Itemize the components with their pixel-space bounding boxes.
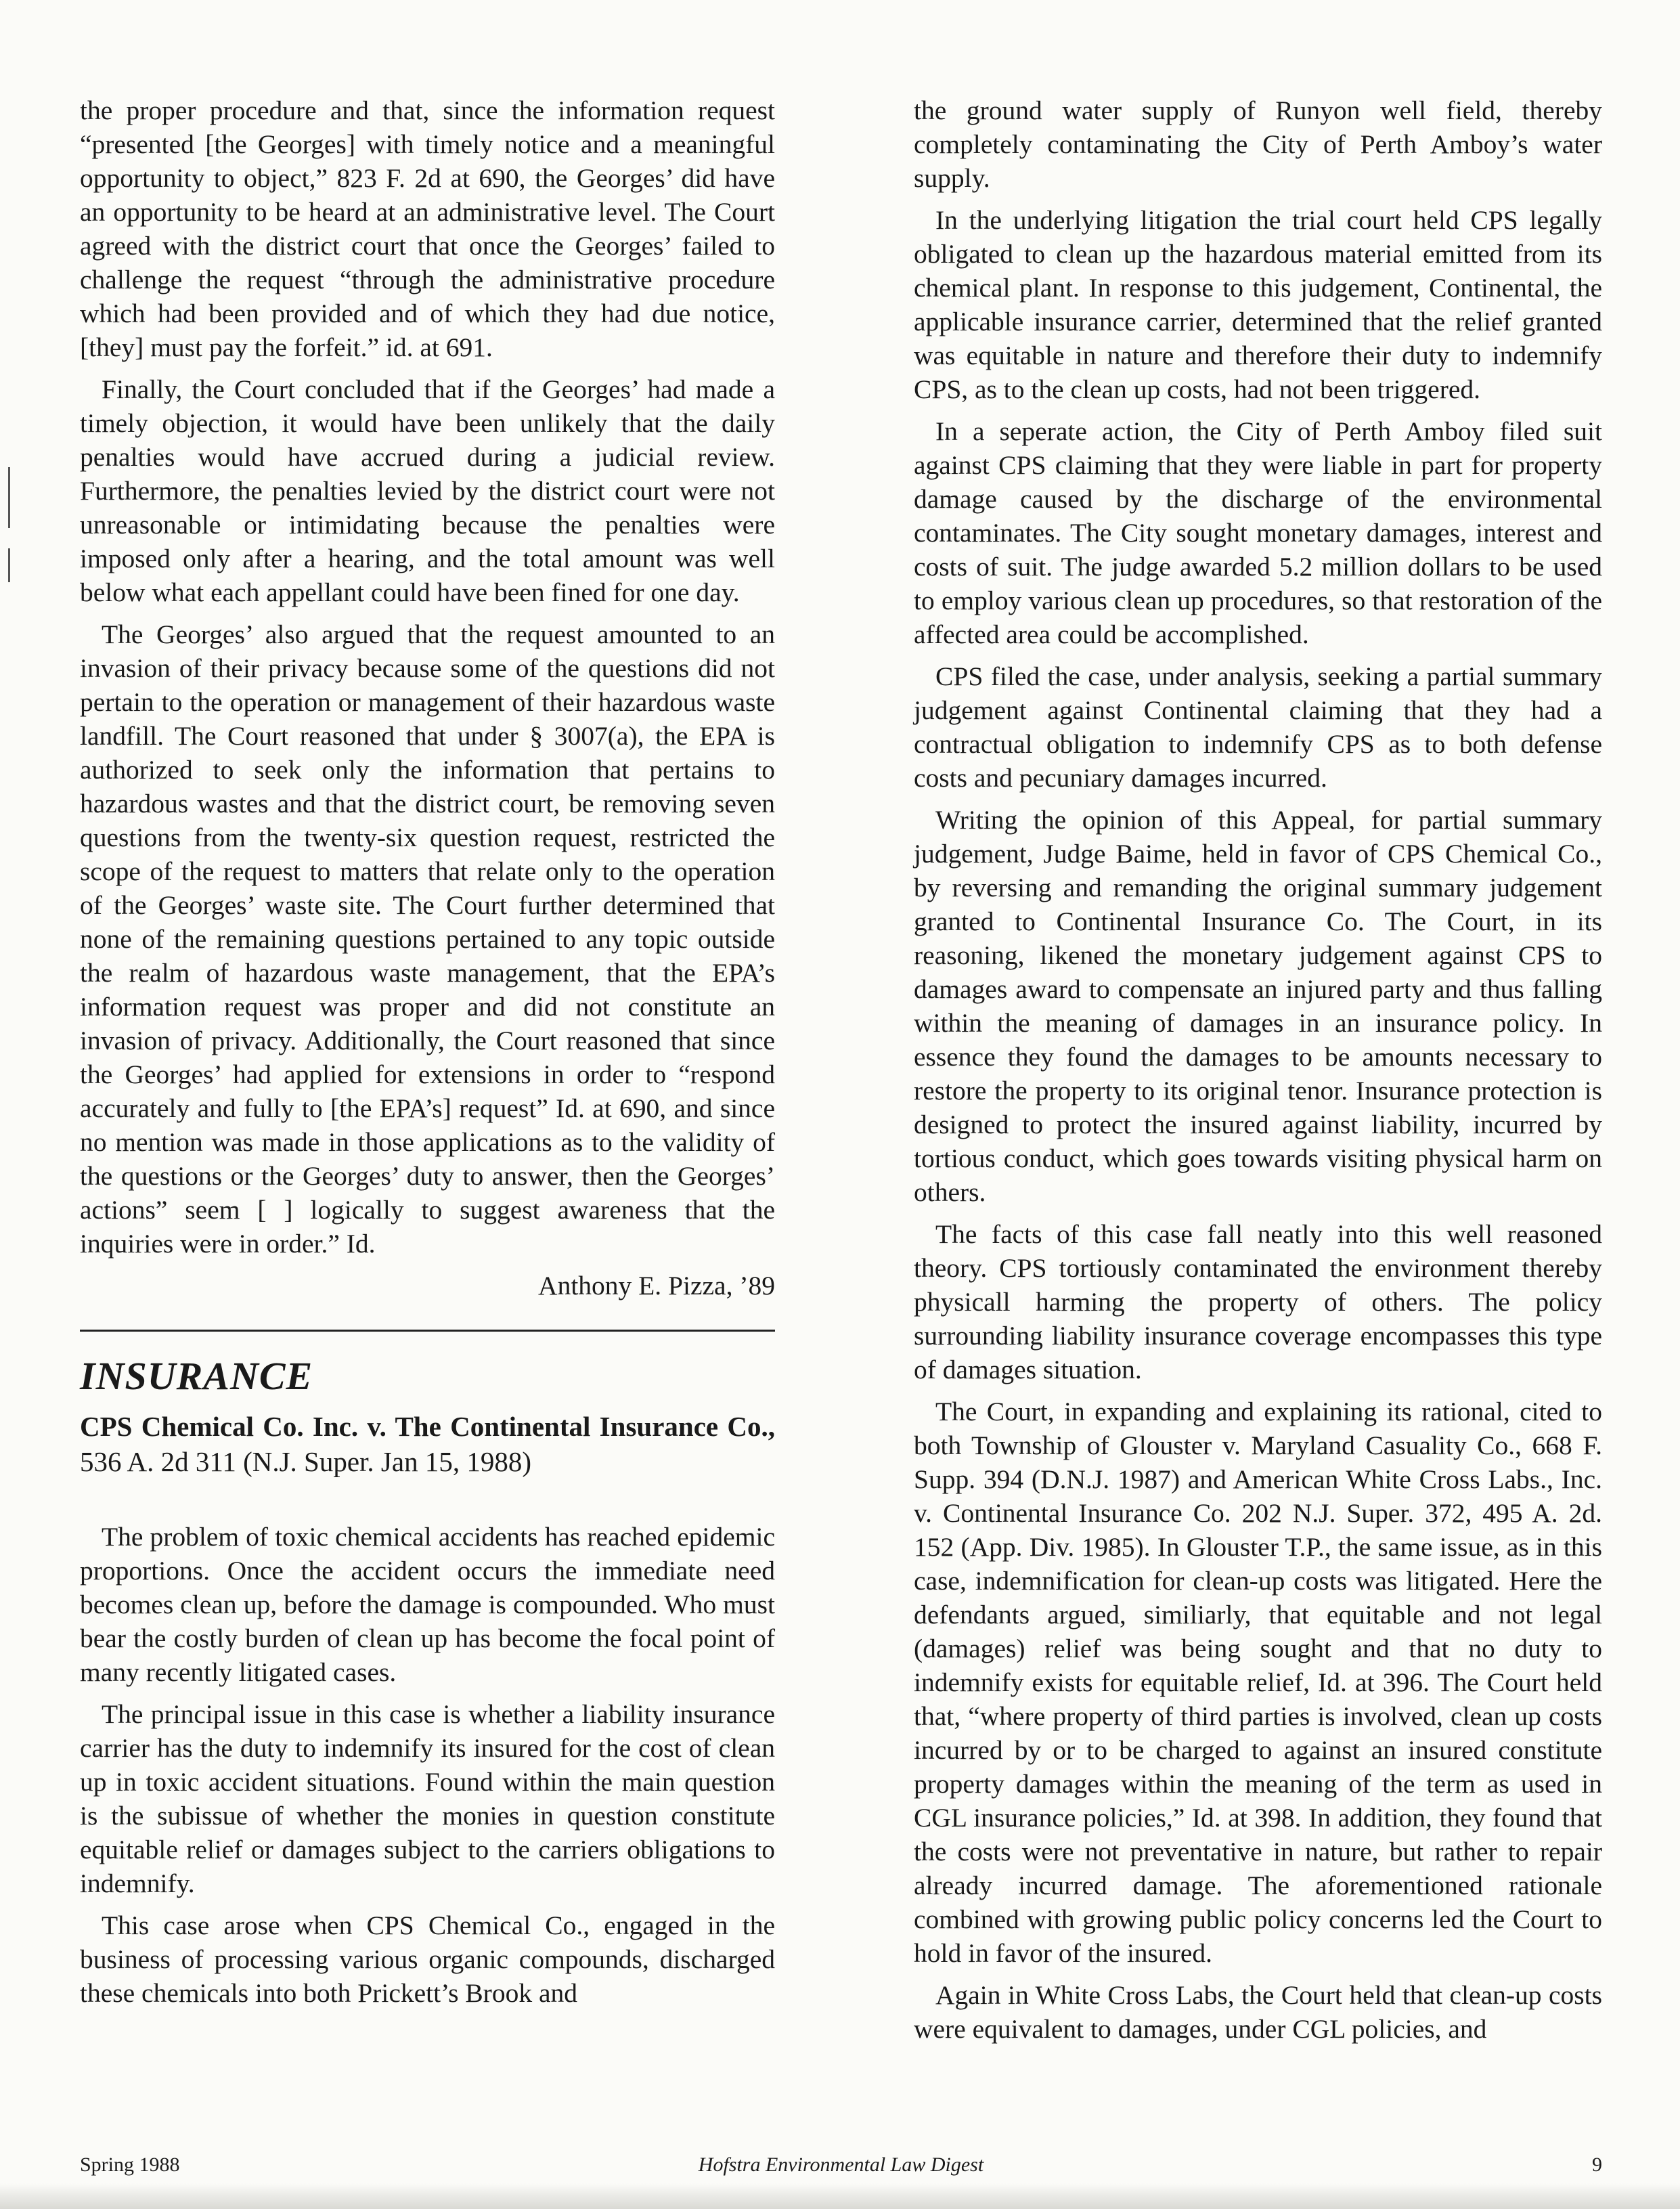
page-edge-mark [8, 467, 10, 528]
footer-issue: Spring 1988 [80, 2153, 180, 2176]
scan-shadow [0, 2183, 1680, 2209]
paragraph: the ground water supply of Runyon well field, thereby completely contaminating the City of Perth Amboy’s water supply. [914, 95, 1602, 193]
section-divider [80, 1330, 775, 1332]
paragraph: The facts of this case fall neatly into this well reasoned theory. CPS tortiously contaminated the environment thereby physicall harming the property of others. The policy surrounding liability insurance coverage encompasses this type of damages situation. [914, 1219, 1602, 1384]
paragraph: The Court, in expanding and explaining its rational, cited to both Township of Glouster v. Maryland Casuality Co., 668 F. Supp. 394 (D.N.J. 1987) and American White Cross Labs., Inc. v. Continental Insurance Co. 202 N.J. Super. 372, 495 A. 2d. 152 (App. Div. 1985). In Glouster T.P., the same issue, as in this case, indemnification for clean-up costs was litigated. Here the defendants argued, similiarly, that equitable and not legal (damages) relief was being sought and that no duty to indemnify exists for equitable relief, Id. at 396. The Court held that, “where property of third parties is involved, clean up costs incurred by or to be charged to against an insured constitute property damages within the meaning of the term as used in CGL insurance policies,” Id. at 398. In addition, they found that the costs were not preventative in nature, but rather to repair already incurred damage. The aforementioned rationale combined with growing public policy concerns led the Court to hold in favor of the insured. [914, 1397, 1602, 1968]
paragraph: In a seperate action, the City of Perth Amboy filed suit against CPS claiming that they were liable in part for property damage caused by the discharge of the environmental contaminates. The City sought monetary damages, interest and costs of suit. The judge awarded 5.2 million dollars to be used to employ various clean up procedures, so that restoration of the affected area could be accomplished. [914, 416, 1602, 649]
paragraph: the proper procedure and that, since the information request “presented [the Georges] with timely notice and a meaningful opportunity to object,” 823 F. 2d at 690, the Georges’ did have an opportunity to be heard at an administrative level. The Court agreed with the district court that once the Georges’ failed to challenge the request “through the administrative procedure which had been provided and of which they had due notice, [they] must pay the forfeit.” id. at 691. [80, 95, 775, 362]
paragraph: CPS filed the case, under analysis, seeking a partial summary judgement against Continental claiming that they had a contractual obligation to indemnify CPS as to both defense costs and pecuniary damages incurred. [914, 661, 1602, 793]
right-column [914, 93, 1602, 2054]
paragraph: The problem of toxic chemical accidents has reached epidemic proportions. Once the accident occurs the immediate need becomes clean up, before the damage is compounded. Who must bear the costly burden of clean up has become the focal point of many recently litigated cases. [80, 1522, 775, 1687]
left-column [80, 93, 775, 2018]
section-heading: INSURANCE [80, 1354, 313, 1398]
paragraph: Again in White Cross Labs, the Court held that clean-up costs were equivalent to damages, under CGL policies, and [914, 1980, 1602, 2044]
page-edge-mark [8, 548, 10, 582]
author-signature: Anthony E. Pizza, ’89 [538, 1271, 775, 1300]
case-name: CPS Chemical Co. Inc. v. The Continental Insurance Co., [80, 1411, 775, 1442]
paragraph: The principal issue in this case is whether a liability insurance carrier has the duty to indemnify its insured for the cost of clean up in toxic accident situations. Found within the main question is the subissue of whether the monies in question constitute equitable relief or damages subject to the carriers obligations to indemnify. [80, 1699, 775, 1898]
page-number: 9 [1592, 2153, 1602, 2176]
case-title [80, 1409, 775, 1479]
paragraph: Writing the opinion of this Appeal, for partial summary judgement, Judge Baime, held in favor of CPS Chemical Co., by reversing and remanding the original summary judgement granted to Continental Insurance Co. The Court, in its reasoning, likened the monetary judgement against CPS to damages award to compensate an injured party and thus falling within the meaning of damages in an insurance policy. In essence they found the damages to be amounts necessary to restore the property to its original tenor. Insurance protection is designed to protect the insured against liability, incurred by tortious conduct, which goes towards visiting physical harm on others. [914, 805, 1602, 1207]
footer-publication: Hofstra Environmental Law Digest [698, 2153, 984, 2176]
case-citation: 536 A. 2d 311 (N.J. Super. Jan 15, 1988) [80, 1446, 531, 1477]
paragraph: This case arose when CPS Chemical Co., engaged in the business of processing various organic compounds, discharged these chemicals into both Prickett’s Brook and [80, 1910, 775, 2008]
paragraph: The Georges’ also argued that the request amounted to an invasion of their privacy because some of the questions did not pertain to the operation or management of their hazardous waste landfill. The Court reasoned that under § 3007(a), the EPA is authorized to seek only the information that pertains to hazardous wastes and that the district court, be removing seven questions from the twenty-six question request, restricted the scope of the request to matters that relate only to the operation of the Georges’ waste site. The Court further determined that none of the remaining questions pertained to any topic outside the realm of hazardous waste management, that the EPA’s information request was proper and did not constitute an invasion of privacy. Additionally, the Court reasoned that since the Georges’ had applied for extensions in order to “respond accurately and fully to [the EPA’s] request” Id. at 690, and since no mention was made in those applications as to the validity of the questions or the Georges’ duty to answer, then the Georges’ actions” seem [ ] logically to suggest awareness that the inquiries were in order.” Id. [80, 619, 775, 1259]
paragraph: In the underlying litigation the trial court held CPS legally obligated to clean up the hazardous material emitted from its chemical plant. In response to this judgement, Continental, the applicable insurance carrier, determined that the relief granted was equitable in nature and therefore their duty to indemnify CPS, as to the clean up costs, had not been triggered. [914, 205, 1602, 404]
paragraph: Finally, the Court concluded that if the Georges’ had made a timely objection, it would have been unlikely that the daily penalties would have accrued during a judicial review. Furthermore, the penalties levied by the district court were not unreasonable or intimidating because the penalties were imposed only after a hearing, and the total amount was well below what each appellant could have been fined for one day. [80, 374, 775, 607]
